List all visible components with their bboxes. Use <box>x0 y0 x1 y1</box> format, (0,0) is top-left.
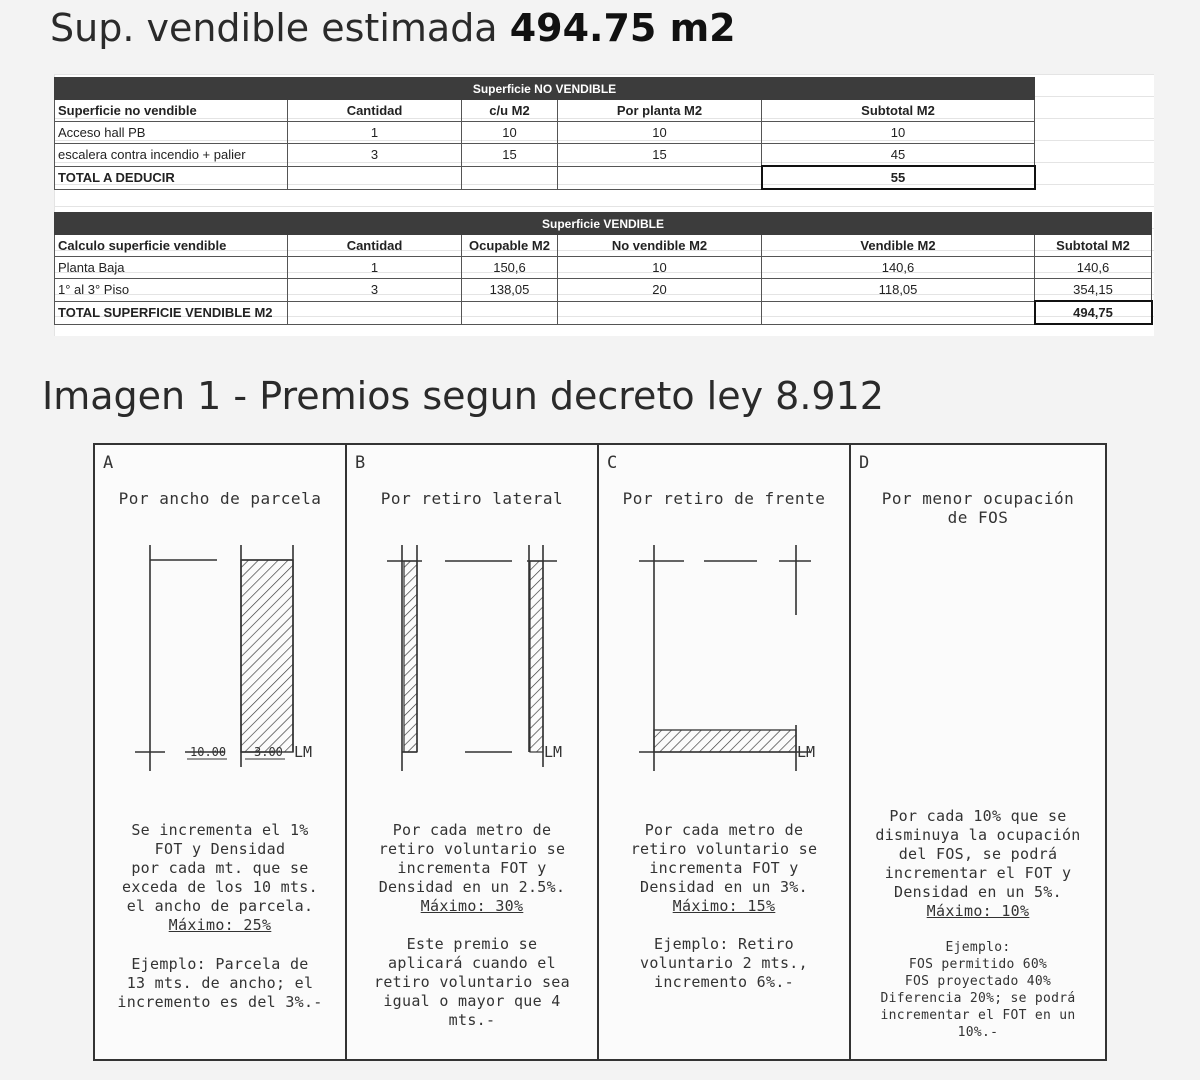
no-vendible-title: Superficie NO VENDIBLE <box>55 78 1035 100</box>
table-title-row <box>55 213 1152 235</box>
table-total-row <box>55 301 1152 324</box>
table-cell: 45 <box>762 144 1035 167</box>
plot-diagram-b <box>347 535 597 785</box>
panel-rule: Se incrementa el 1% FOT y Densidad por cada mt. que se exceda de los 10 mts. el ancho de parcela. <box>122 821 318 915</box>
table-header-row <box>55 100 1035 122</box>
table-cell: 150,6 <box>462 257 558 279</box>
plot-diagram-a <box>95 535 345 785</box>
panel-rule-text <box>605 821 843 916</box>
table-cell <box>462 166 558 189</box>
table-cell: 354,15 <box>1035 279 1152 302</box>
dimension-right: 3.00 <box>254 745 283 759</box>
panel-title: Por retiro de frente <box>622 489 826 508</box>
table-cell <box>558 166 762 189</box>
table-cell: 15 <box>558 144 762 167</box>
table-cell: 1 <box>288 257 462 279</box>
header-cell: Subtotal M2 <box>1035 235 1152 257</box>
table-cell: Acceso hall PB <box>55 122 288 144</box>
table-title-row <box>55 78 1035 100</box>
header-cell: c/u M2 <box>462 100 558 122</box>
panel-max: Máximo: 25% <box>168 916 272 934</box>
table-row <box>55 279 1152 302</box>
panel-max: Máximo: 15% <box>672 897 776 915</box>
table-cell: 15 <box>462 144 558 167</box>
panel-letter: C <box>607 453 618 473</box>
page-headline <box>50 6 736 50</box>
panel-max: Máximo: 10% <box>926 902 1030 920</box>
panel-example: Ejemplo: Parcela de 13 mts. de ancho; el incremento es del 3%.- <box>117 955 323 1011</box>
header-cell: Calculo superficie vendible <box>55 235 288 257</box>
panel-letter: D <box>859 453 870 473</box>
table-cell <box>288 166 462 189</box>
table-cell: 10 <box>558 122 762 144</box>
table-cell: 20 <box>558 279 762 302</box>
panel-example: Este premio se aplicará cuando el retiro voluntario sea igual o mayor que 4 mts.- <box>374 935 570 1029</box>
total-value: 55 <box>762 166 1035 189</box>
image-title: Imagen 1 - Premios segun decreto ley 8.912 <box>42 374 884 418</box>
total-label: TOTAL A DEDUCIR <box>55 166 288 189</box>
panel-rule-text <box>353 821 591 916</box>
premios-figure <box>93 443 1107 1061</box>
panel-b <box>347 445 599 1059</box>
table-cell: 10 <box>762 122 1035 144</box>
table-total-row <box>55 166 1035 189</box>
table-cell: 10 <box>558 257 762 279</box>
panel-title: Por menor ocupación de FOS <box>881 489 1075 527</box>
panel-example: Ejemplo: FOS permitido 60% FOS proyectado 40% Diferencia 20%; se podrá incrementar el FOT en un 10%.- <box>880 940 1076 1040</box>
header-cell: Subtotal M2 <box>762 100 1035 122</box>
panel-d <box>851 445 1105 1059</box>
panel-rule-text <box>101 821 339 935</box>
header-cell: Ocupable M2 <box>462 235 558 257</box>
table-row <box>55 144 1035 167</box>
table-cell: 140,6 <box>762 257 1035 279</box>
lm-label: LM <box>797 743 816 761</box>
table-cell <box>558 301 762 324</box>
panel-title: Por retiro lateral <box>380 489 564 508</box>
no-vendible-table <box>54 77 1036 190</box>
header-cell: Vendible M2 <box>762 235 1035 257</box>
panel-letter: A <box>103 453 114 473</box>
panel-rule: Por cada metro de retiro voluntario se incrementa FOT y Densidad en un 3%. <box>630 821 818 896</box>
panel-title: Por ancho de parcela <box>118 489 322 508</box>
panel-c <box>599 445 851 1059</box>
total-value: 494,75 <box>1035 301 1152 324</box>
panel-rule: Por cada metro de retiro voluntario se incrementa FOT y Densidad en un 2.5%. <box>378 821 566 896</box>
lm-label: LM <box>294 743 313 761</box>
total-label: TOTAL SUPERFICIE VENDIBLE M2 <box>55 301 288 324</box>
panel-rule: Por cada 10% que se disminuya la ocupación del FOS, se podrá incrementar el FOT y Densidad en un 5%. <box>875 807 1081 901</box>
vendible-title: Superficie VENDIBLE <box>55 213 1152 235</box>
header-cell: Cantidad <box>288 235 462 257</box>
table-cell: 138,05 <box>462 279 558 302</box>
table-header-row <box>55 235 1152 257</box>
table-cell: 1° al 3° Piso <box>55 279 288 302</box>
table-cell: 118,05 <box>762 279 1035 302</box>
table-cell: Planta Baja <box>55 257 288 279</box>
table-cell: 10 <box>462 122 558 144</box>
table-row <box>55 122 1035 144</box>
panel-max: Máximo: 30% <box>420 897 524 915</box>
panel-example: Ejemplo: Retiro voluntario 2 mts., incremento 6%.- <box>640 935 808 991</box>
table-cell: 140,6 <box>1035 257 1152 279</box>
table-cell: escalera contra incendio + palier <box>55 144 288 167</box>
headline-prefix: Sup. vendible estimada <box>50 6 498 50</box>
vendible-table <box>54 212 1153 325</box>
headline-value: 494.75 m2 <box>509 6 736 50</box>
table-cell: 3 <box>288 144 462 167</box>
table-cell <box>288 301 462 324</box>
header-cell: Cantidad <box>288 100 462 122</box>
table-cell <box>462 301 558 324</box>
plot-diagram-c <box>599 535 849 785</box>
panel-a <box>95 445 347 1059</box>
table-row <box>55 257 1152 279</box>
lm-label: LM <box>544 743 563 761</box>
panel-letter: B <box>355 453 366 473</box>
header-cell: Por planta M2 <box>558 100 762 122</box>
table-cell: 1 <box>288 122 462 144</box>
panel-rule-text <box>857 807 1099 921</box>
header-cell: Superficie no vendible <box>55 100 288 122</box>
table-cell: 3 <box>288 279 462 302</box>
table-cell <box>762 301 1035 324</box>
header-cell: No vendible M2 <box>558 235 762 257</box>
dimension-left: 10.00 <box>190 745 227 759</box>
